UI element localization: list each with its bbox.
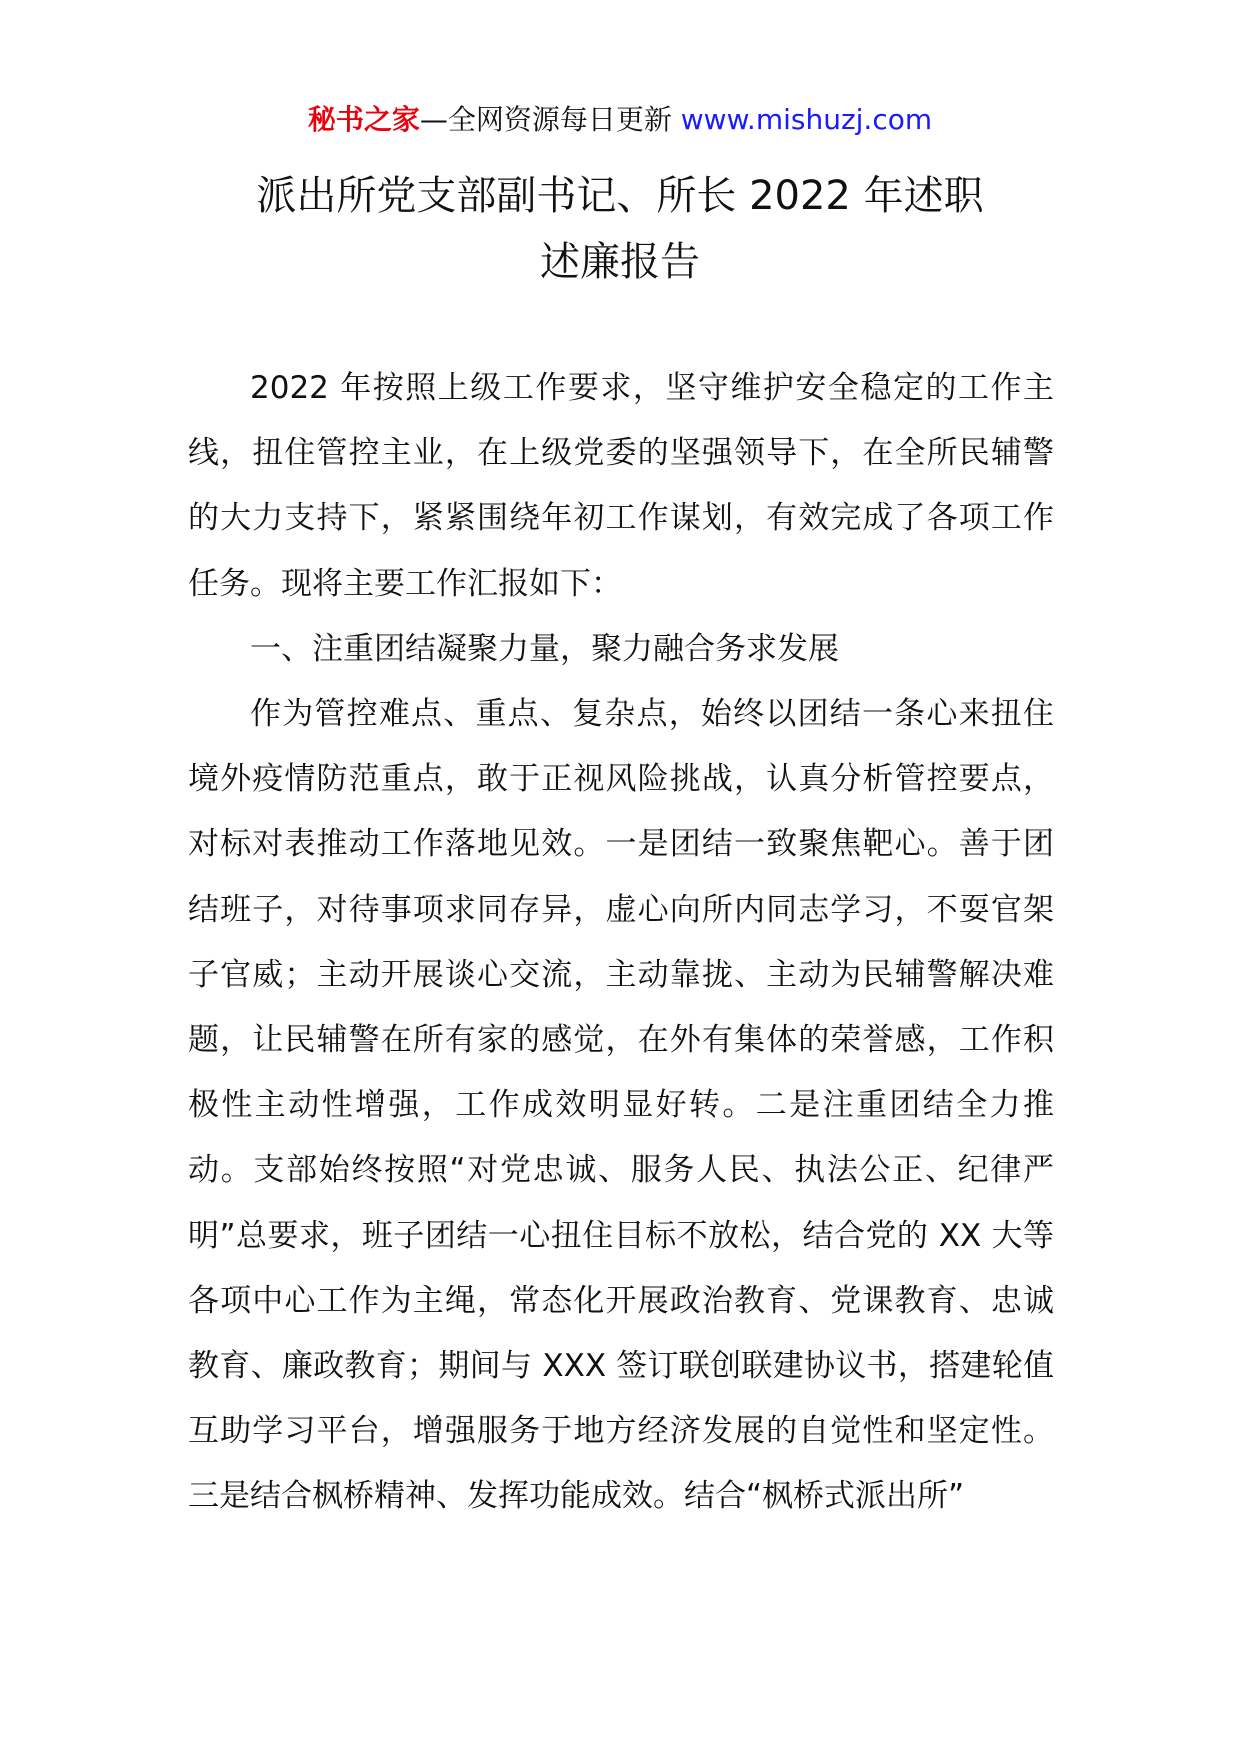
brand-name: 秘书之家 xyxy=(307,103,420,136)
watermark-header xyxy=(0,100,1240,140)
site-url-link[interactable]: www.mishuzj.com xyxy=(680,103,933,136)
brand-slogan: —全网资源每日更新 xyxy=(419,103,681,136)
section-1-heading: 一、注重团结凝聚力量，聚力融合务求发展 xyxy=(250,630,839,667)
document-title xyxy=(0,163,1240,295)
document-body xyxy=(188,356,1054,1530)
document-title-line-1: 派出所党支部副书记、所长 2022 年述职 xyxy=(256,173,984,219)
intro-paragraph: 2022 年按照上级工作要求，坚守维护安全稳定的工作主线，扭住管控主业，在上级党委的坚强领导下，在全所民辅警的大力支持下，紧紧围绕年初工作谋划，有效完成了各项工作任务。现将主要工作汇报如下： xyxy=(188,370,1054,602)
document-title-line-2: 述廉报告 xyxy=(540,239,700,285)
section-1-paragraph: 作为管控难点、重点、复杂点，始终以团结一条心来扭住境外疫情防范重点，敢于正视风险挑战，认真分析管控要点，对标对表推动工作落地见效。一是团结一致聚焦靶心。善于团结班子，对待事项求同存异，虚心向所内同志学习，不耍官架子官威；主动开展谈心交流，主动靠拢、主动为民辅警解决难题，让民辅警在所有家的感觉，在外有集体的荣誉感，工作积极性主动性增强，工作成效明显好转。二是注重团结全力推动。支部始终按照“对党忠诚、服务人民、执法公正、纪律严明”总要求，班子团结一心扭住目标不放松，结合党的 XX 大等各项中心工作为主绳，常态化开展政治教育、党课教育、忠诚教育、廉政教育；期间与 XXX 签订联创联建协议书，搭建轮值互助学习平台，增强服务于地方经济发展的自觉性和坚定性。三是结合枫桥精神、发挥功能成效。结合“枫桥式派出所” xyxy=(188,696,1054,1515)
